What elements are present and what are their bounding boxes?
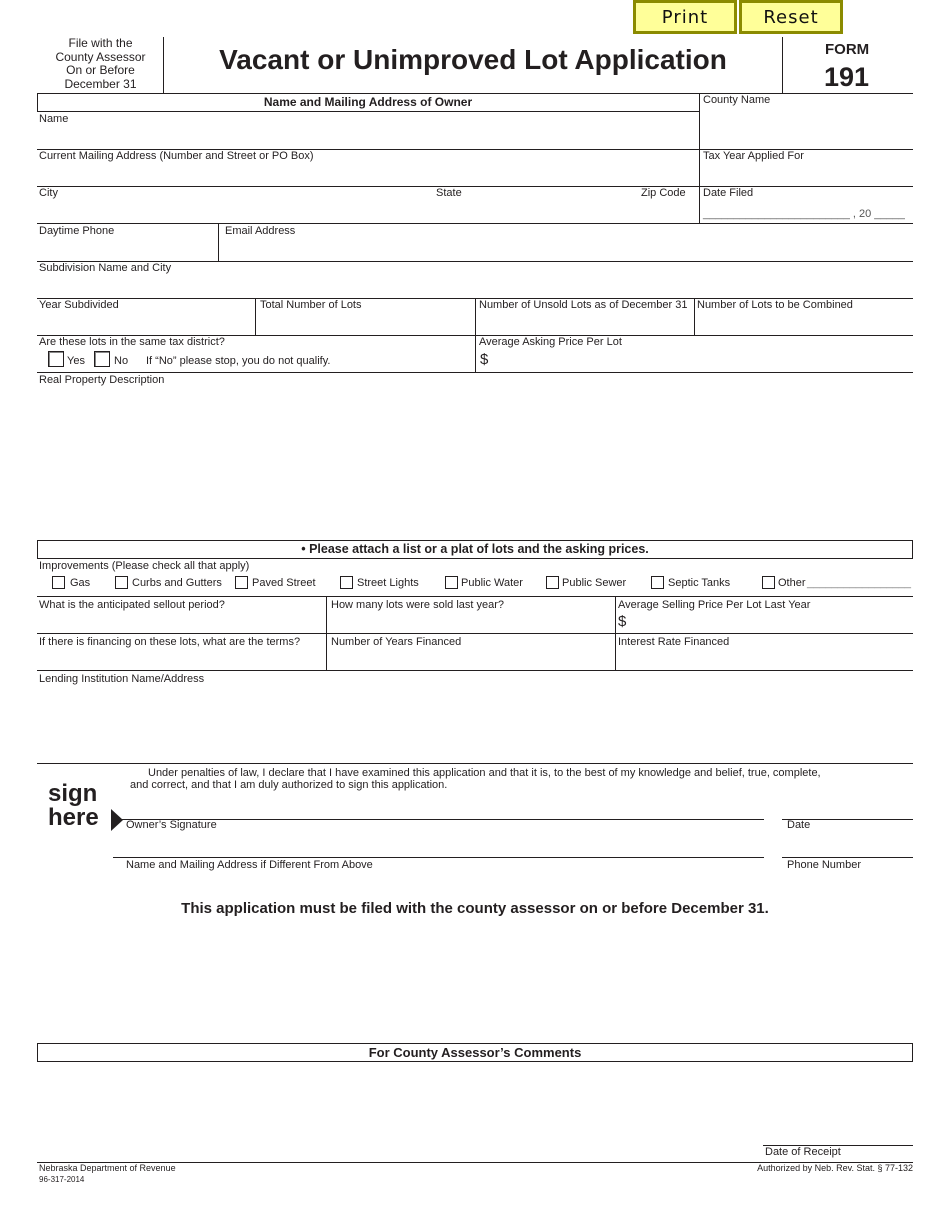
rule	[37, 186, 913, 187]
year-subdivided-field[interactable]	[39, 311, 251, 333]
lender-label: Lending Institution Name/Address	[39, 673, 205, 685]
receipt-date-field[interactable]	[765, 1124, 911, 1144]
subdivision-label: Subdivision Name and City	[39, 262, 172, 274]
avg-selling-label: Average Selling Price Per Lot Last Year	[618, 599, 811, 611]
gas-checkbox[interactable]	[52, 576, 65, 589]
no-note: If “No” please stop, you do not qualify.	[146, 355, 331, 367]
zip-label: Zip Code	[641, 187, 686, 199]
phone-field[interactable]	[784, 836, 911, 856]
septic-tanks-label: Septic Tanks	[668, 577, 731, 589]
rule	[37, 111, 699, 112]
rule	[255, 298, 256, 335]
city-state-zip-field[interactable]	[39, 199, 695, 221]
same-district-no-checkbox[interactable]	[94, 351, 110, 367]
same-district-label: Are these lots in the same tax district?	[39, 336, 225, 348]
street-lights-checkbox[interactable]	[340, 576, 353, 589]
lots-combined-label: Number of Lots to be Combined	[697, 299, 853, 311]
subdivision-field[interactable]	[39, 274, 909, 296]
other-field[interactable]: _________________	[807, 577, 912, 589]
public-water-checkbox[interactable]	[445, 576, 458, 589]
date-of-receipt-label: Date of Receipt	[765, 1146, 841, 1158]
public-water-label: Public Water	[461, 577, 523, 589]
same-district-yes-checkbox[interactable]	[48, 351, 64, 367]
year-subdivided-label: Year Subdivided	[39, 299, 119, 311]
daytime-phone-label: Daytime Phone	[39, 225, 115, 237]
signature-date-field[interactable]	[784, 796, 911, 818]
real-property-field[interactable]	[39, 388, 909, 536]
avg-asking-label: Average Asking Price Per Lot	[479, 336, 622, 348]
name-label: Name	[39, 113, 69, 125]
daytime-phone-field[interactable]	[39, 237, 214, 259]
rule	[37, 596, 913, 597]
other-checkbox[interactable]	[762, 576, 775, 589]
owner-signature-label: Owner’s Signature	[126, 819, 217, 831]
email-field[interactable]	[225, 237, 909, 259]
rule	[37, 372, 913, 373]
declaration-line-2: and correct, and that I am duly authorized to sign this application.	[130, 779, 448, 791]
curbs-gutters-checkbox[interactable]	[115, 576, 128, 589]
rule	[694, 298, 695, 335]
paved-street-label: Paved Street	[252, 577, 316, 589]
financing-terms-field[interactable]	[39, 648, 322, 668]
other-label: Other	[778, 577, 806, 589]
date-filed-field[interactable]: ________________________ , 20 _____	[703, 208, 905, 220]
sold-last-year-field[interactable]	[331, 611, 611, 633]
sign-arrow-icon	[111, 809, 123, 831]
unsold-lots-label: Number of Unsold Lots as of December 31	[479, 299, 688, 311]
rule	[37, 93, 913, 94]
years-financed-label: Number of Years Financed	[331, 636, 462, 648]
curbs-gutters-label: Curbs and Gutters	[132, 577, 222, 589]
filing-notice: This application must be filed with the county assessor on or before December 31.	[181, 900, 769, 917]
county-name-label: County Name	[703, 94, 771, 106]
alt-address-field[interactable]	[115, 836, 762, 856]
state-label: State	[436, 187, 462, 199]
form-label: FORM	[825, 41, 870, 58]
county-name-field[interactable]	[703, 108, 909, 148]
date-filed-label: Date Filed	[703, 187, 754, 199]
improvements-label: Improvements (Please check all that apply)	[39, 560, 250, 572]
sign-here-marker: sign here	[48, 780, 99, 831]
city-label: City	[39, 187, 58, 199]
sellout-label: What is the anticipated sellout period?	[39, 599, 225, 611]
real-property-label: Real Property Description	[39, 374, 165, 386]
page-title: Vacant or Unimproved Lot Application	[219, 44, 727, 75]
email-label: Email Address	[225, 225, 296, 237]
rule	[37, 763, 913, 764]
department-name: Nebraska Department of Revenue	[39, 1163, 176, 1173]
mailing-address-label: Current Mailing Address (Number and Street or PO Box)	[39, 150, 314, 162]
avg-asking-field[interactable]	[492, 350, 909, 370]
no-label: No	[114, 355, 129, 367]
attach-notice: • Please attach a list or a plat of lots and the asking prices.	[37, 540, 913, 559]
years-financed-field[interactable]	[331, 648, 611, 668]
tax-year-field[interactable]	[703, 162, 909, 186]
name-field[interactable]	[39, 124, 695, 148]
sold-last-year-label: How many lots were sold last year?	[331, 599, 505, 611]
rule	[782, 857, 913, 858]
declaration-line-1: Under penalties of law, I declare that I have examined this application and that it is, to the best of my knowledge and belief, true, complete,	[148, 767, 821, 779]
form-code: 96-317-2014	[39, 1175, 85, 1184]
reset-button[interactable]: Reset	[739, 0, 843, 34]
owner-signature-field[interactable]	[124, 796, 762, 818]
financing-terms-label: If there is financing on these lots, what are the terms?	[39, 636, 301, 648]
rule	[218, 223, 219, 261]
rule	[699, 93, 700, 223]
lender-field[interactable]	[39, 686, 909, 760]
sellout-field[interactable]	[39, 611, 322, 633]
interest-rate-field[interactable]	[618, 648, 909, 668]
avg-selling-field[interactable]	[630, 612, 909, 632]
rule	[37, 670, 913, 671]
unsold-lots-field[interactable]	[479, 311, 690, 333]
total-lots-field[interactable]	[260, 311, 471, 333]
street-lights-label: Street Lights	[357, 577, 419, 589]
total-lots-label: Total Number of Lots	[260, 299, 362, 311]
rule	[37, 633, 913, 634]
filing-instructions: File with the County Assessor On or Before December 31	[55, 36, 146, 91]
print-button[interactable]: Print	[633, 0, 737, 34]
alt-address-label: Name and Mailing Address if Different From Above	[126, 859, 373, 871]
form-number: 191	[824, 62, 870, 92]
gas-label: Gas	[70, 577, 91, 589]
interest-rate-label: Interest Rate Financed	[618, 636, 730, 648]
header-divider	[782, 37, 783, 93]
public-sewer-checkbox[interactable]	[546, 576, 559, 589]
public-sewer-label: Public Sewer	[562, 577, 627, 589]
mailing-address-field[interactable]	[39, 162, 695, 186]
rule	[37, 223, 913, 224]
paved-street-checkbox[interactable]	[235, 576, 248, 589]
rule	[113, 857, 764, 858]
authorization: Authorized by Neb. Rev. Stat. § 77-132	[757, 1163, 913, 1173]
assessor-comments-title: For County Assessor’s Comments	[37, 1043, 913, 1062]
lots-combined-field[interactable]	[697, 311, 909, 333]
phone-label: Phone Number	[787, 859, 861, 871]
dollar-sign: $	[618, 613, 627, 630]
date-label: Date	[787, 819, 811, 831]
septic-tanks-checkbox[interactable]	[651, 576, 664, 589]
tax-year-label: Tax Year Applied For	[703, 150, 804, 162]
yes-label: Yes	[67, 355, 85, 367]
owner-section-title: Name and Mailing Address of Owner	[263, 95, 473, 109]
dollar-sign: $	[480, 351, 489, 368]
